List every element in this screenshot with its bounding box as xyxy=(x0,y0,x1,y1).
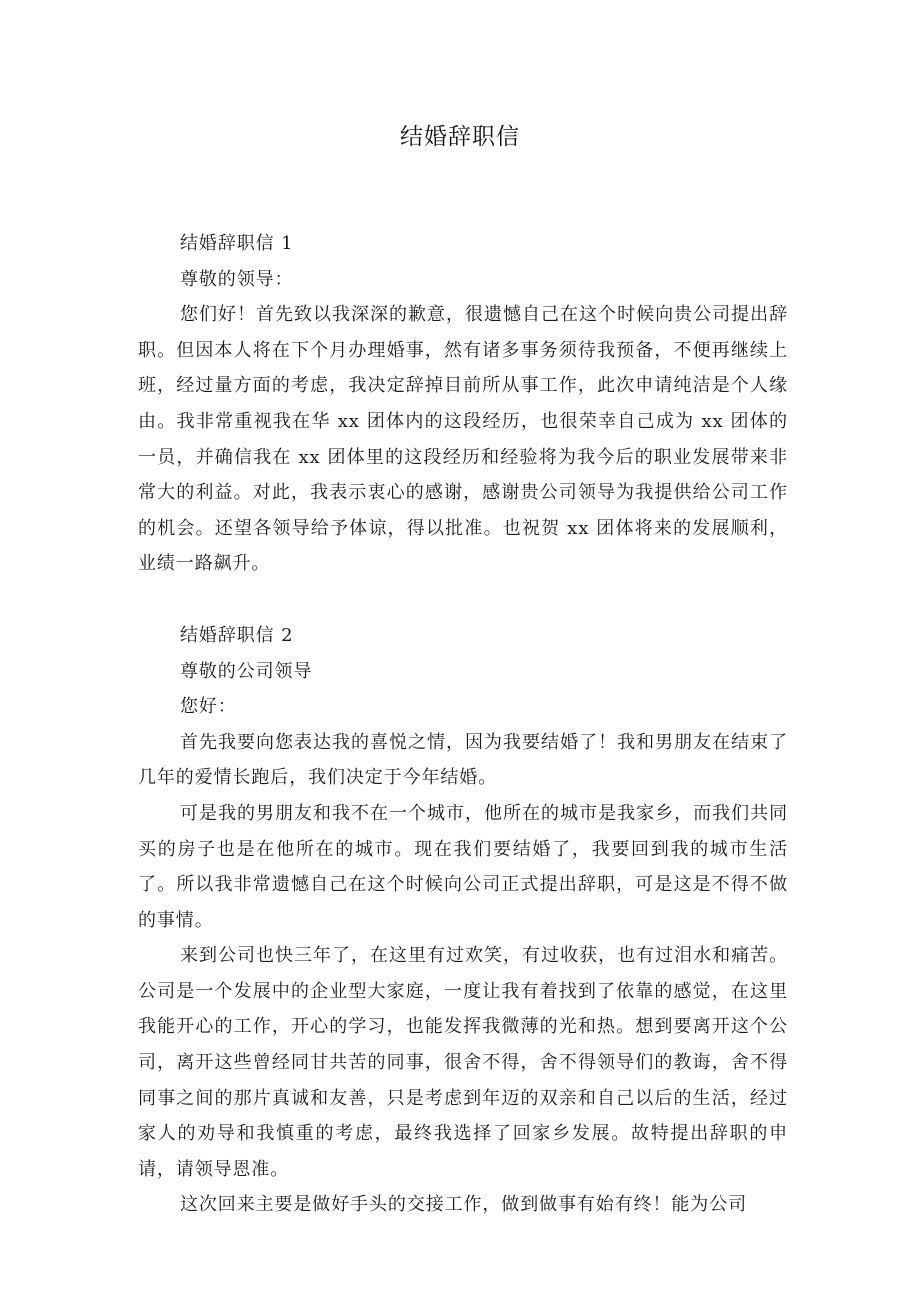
letter2-paragraph-4: 这次回来主要是做好手头的交接工作，做到做事有始有终！能为公司 xyxy=(180,1194,747,1216)
letter1-paragraph-1: 您们好！首先致以我深深的歉意，很遗憾自己在这个时候向贵公司提出辞职。但因本人将在下个月办理婚事，然有诸多事务须待我预备，不便再继续上班，经过量方面的考虑，我决定辞掉目前所从事工作，此次申请纯洁是个人缘由。我非常重视我在华 xx 团体内的这段经历，也很荣幸自己成为 xx 团体的一员，并确信我在 xx 团体里的这段经历和经验将为我今后的职业发展带来非常大的利益。对此，我表示衷心的感谢，感谢贵公司领导为我提供给公司工作的机会。还望各领导给予体谅，得以批准。也祝贺 xx 团体将来的发展顺利，业绩一路飙升。 xyxy=(138,304,788,575)
letter1-heading: 结婚辞职信 1 xyxy=(180,233,294,254)
letter2-salutation: 尊敬的公司领导 xyxy=(180,660,313,682)
section-spacer xyxy=(138,582,788,618)
letter2-heading: 结婚辞职信 2 xyxy=(180,624,294,646)
letter2-paragraph-2: 可是我的男朋友和我不在一个城市，他所在的城市是我家乡，而我们共同买的房子也是在他所在的城市。现在我们要结婚了，我要回到我的城市生活了。所以我非常遗憾自己在这个时候向公司正式提出辞职，可是这是不得不做的事情。 xyxy=(138,802,788,931)
letter1-salutation: 尊敬的领导： xyxy=(180,268,294,290)
document-body xyxy=(138,226,788,1223)
letter2-paragraph-3: 来到公司也快三年了，在这里有过欢笑，有过收获，也有过泪水和痛苦。公司是一个发展中的企业型大家庭，一度让我有着找到了依靠的感觉，在这里我能开心的工作，开心的学习，也能发挥我微薄的光和热。想到要离开这个公司，离开这些曾经同甘共苦的同事，很舍不得，舍不得领导们的教诲，舍不得同事之间的那片真诚和友善，只是考虑到年迈的双亲和自己以后的生活，经过家人的劝导和我慎重的考虑，最终我选择了回家乡发展。故特提出辞职的申请，请领导恩准。 xyxy=(138,945,788,1180)
document-title: 结婚辞职信 xyxy=(400,124,520,150)
letter2-greeting: 您好： xyxy=(180,696,237,718)
letter2-paragraph-1: 首先我要向您表达我的喜悦之情，因为我要结婚了！我和男朋友在结束了几年的爱情长跑后，我们决定于今年结婚。 xyxy=(138,731,788,789)
